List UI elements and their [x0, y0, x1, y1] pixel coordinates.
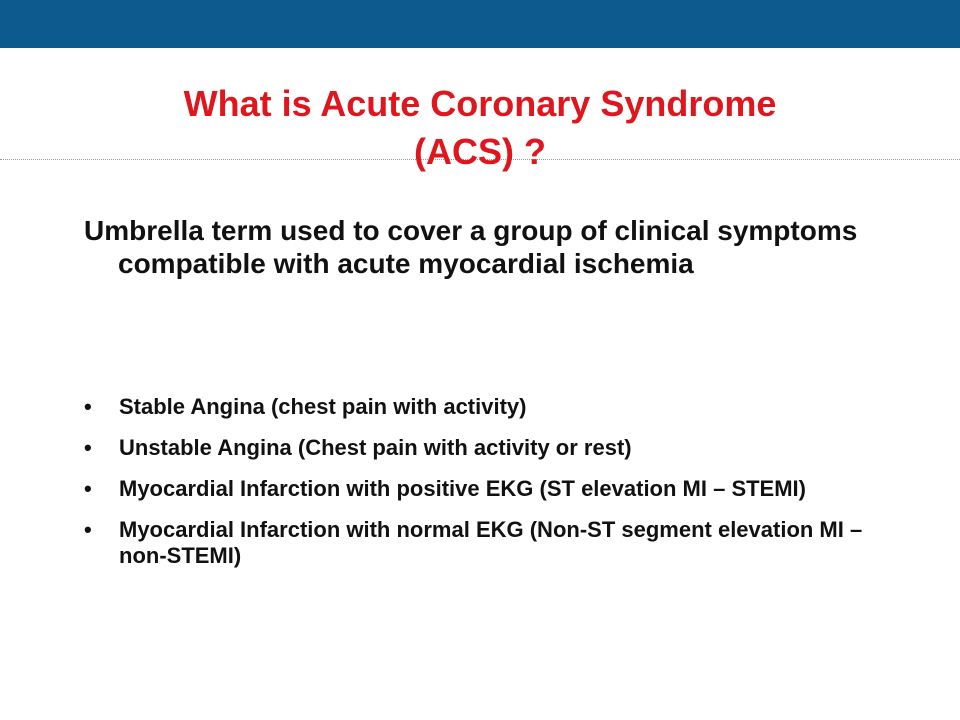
bullet-icon: • — [84, 517, 92, 542]
bullet-text: Stable Angina (chest pain with activity) — [119, 394, 527, 419]
bullet-text: Myocardial Infarction with normal EKG (Non-ST segment elevation MI – non-STEMI) — [119, 517, 863, 568]
list-item — [84, 435, 884, 461]
bullet-text: Myocardial Infarction with positive EKG (ST elevation MI – STEMI) — [119, 476, 806, 501]
list-item — [84, 394, 884, 420]
slide-title-line-1: What is Acute Coronary Syndrome — [183, 83, 777, 124]
bullet-list — [84, 394, 884, 584]
header-bar — [0, 0, 960, 48]
bullet-icon: • — [84, 435, 92, 460]
slide-title — [0, 80, 960, 176]
bullet-icon: • — [84, 476, 92, 501]
list-item — [84, 517, 884, 569]
bullet-text: Unstable Angina (Chest pain with activity or rest) — [119, 435, 632, 460]
bullet-icon: • — [84, 394, 92, 419]
slide-title-line-2: (ACS) ? — [414, 131, 546, 172]
list-item — [84, 476, 884, 502]
intro-paragraph: Umbrella term used to cover a group of clinical symptoms compatible with acute myocardial ischemia — [84, 215, 858, 279]
